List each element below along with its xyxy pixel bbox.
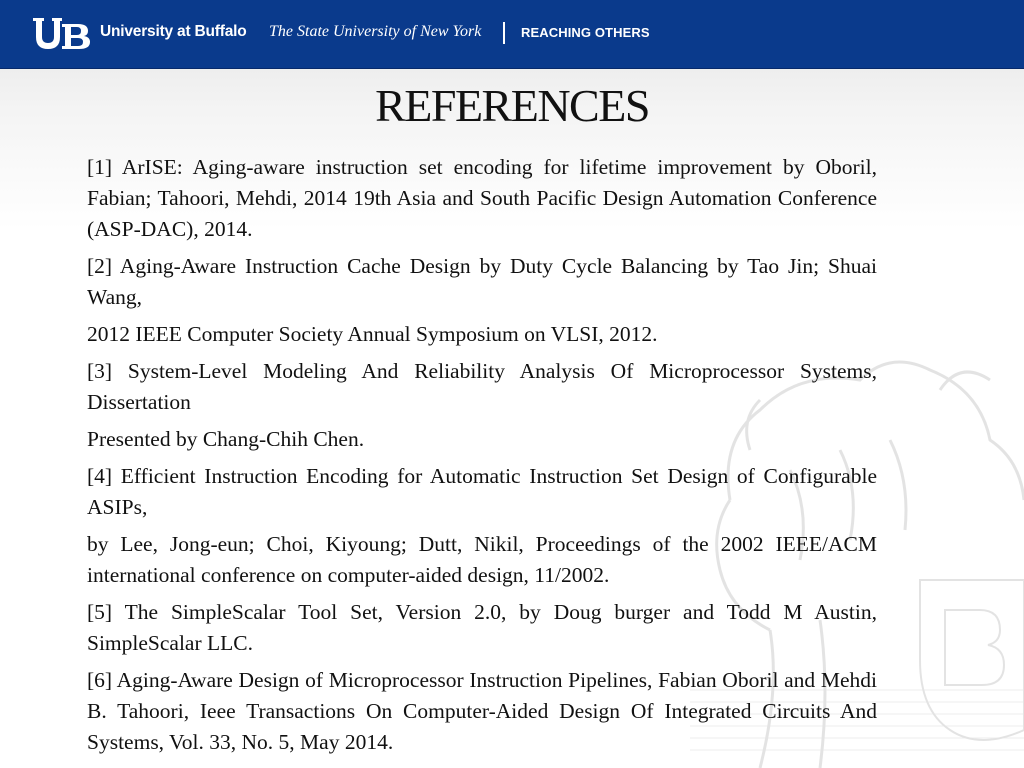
university-name: University at Buffalo — [100, 23, 247, 40]
header-banner — [0, 0, 1024, 69]
reference-item: [2] Aging-Aware Instruction Cache Design by Duty Cycle Balancing by Tao Jin; Shuai Wang, — [87, 254, 877, 309]
university-subtitle: The State University of New York — [269, 23, 482, 40]
reference-item: [6] Aging-Aware Design of Microprocessor Instruction Pipelines, Fabian Oboril and Mehdi B. Tahoori, Ieee Transactions On Computer-Aided Design Of Integrated Circuits And Systems, Vol. 33, No. 5, May 2014. — [87, 668, 877, 754]
header-tagline: REACHING OTHERS — [521, 25, 650, 40]
reference-item: by Lee, Jong-eun; Choi, Kiyoung; Dutt, Nikil, Proceedings of the 2002 IEEE/ACM international conference on computer-aided design, 11/2002. — [87, 532, 877, 587]
reference-item: [3] System-Level Modeling And Reliability Analysis Of Microprocessor Systems, Dissertation — [87, 359, 877, 414]
references-list — [87, 152, 877, 764]
ub-logo-icon — [32, 16, 92, 50]
reference-item: [5] The SimpleScalar Tool Set, Version 2.0, by Doug burger and Todd M Austin, SimpleScalar LLC. — [87, 600, 877, 655]
reference-item: Presented by Chang-Chih Chen. — [87, 427, 365, 451]
slide-title: REFERENCES — [375, 80, 649, 131]
reference-item: [4] Efficient Instruction Encoding for Automatic Instruction Set Design of Configurable ASIPs, — [87, 464, 877, 519]
reference-item: [1] ArISE: Aging-aware instruction set encoding for lifetime improvement by Oboril, Fabian; Tahoori, Mehdi, 2014 19th Asia and South Pacific Design Automation Conference (ASP-DAC), 2014. — [87, 155, 877, 241]
reference-item: 2012 IEEE Computer Society Annual Symposium on VLSI, 2012. — [87, 322, 658, 346]
header-divider — [503, 22, 505, 44]
